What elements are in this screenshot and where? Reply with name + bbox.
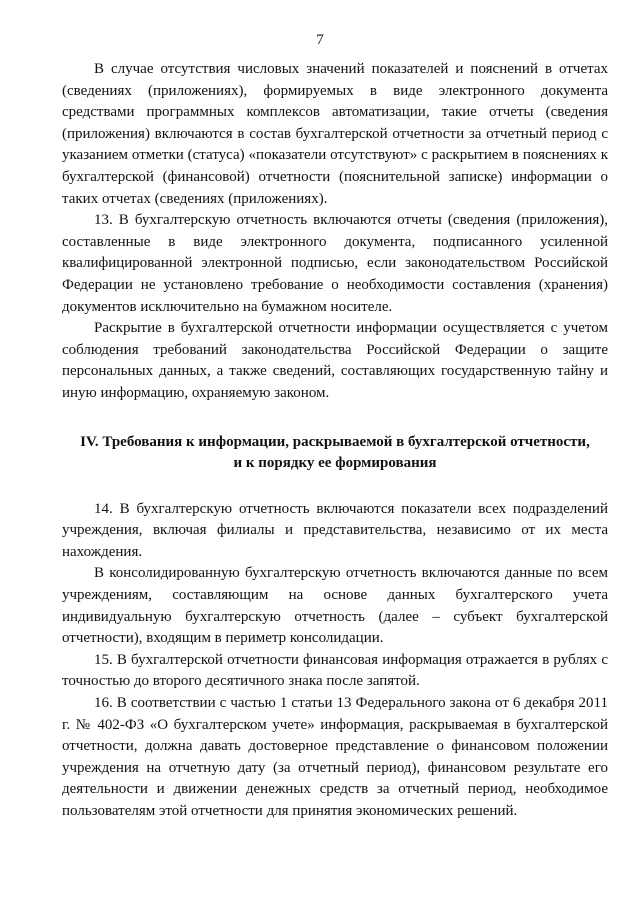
section-heading-line-1: IV. Требования к информации, раскрываемой в бухгалтерской отчетности,	[80, 433, 590, 450]
document-body	[62, 59, 608, 823]
page-number: 7	[316, 32, 324, 48]
paragraph-16: 16. В соответствии с частью 1 статьи 13 Федерального закона от 6 декабря 2011 г. № 402-ФЗ «О бухгалтерском учете» информация, раскрываемая в бухгалтерской отчетности, должна давать достоверное представление о финансовом положении учреждения на отчетную дату (за отчетный период), финансовом результате его деятельности и движении денежных средств за отчетный период, необходимое пользователям этой отчетности для принятия экономических решений.	[62, 695, 608, 819]
paragraph-consolidated: В консолидированную бухгалтерскую отчетность включаются данные по всем учреждениям, составляющим на основе данных бухгалтерского учета индивидуальную бухгалтерскую отчетность (далее – субъект бухгалтерской отчетности), входящим в периметр консолидации.	[62, 565, 608, 647]
paragraph-15: 15. В бухгалтерской отчетности финансовая информация отражается в рублях с точностью до второго десятичного знака после запятой.	[62, 651, 608, 690]
paragraph-13: 13. В бухгалтерскую отчетность включаются отчеты (сведения (приложения), составленные в виде электронного документа, подписанного усиленной квалифицированной электронной подписью, если законодательством Российской Федерации не установлено требование о необходимости составления (хранения) документов исключительно на бумажном носителе.	[62, 212, 608, 315]
section-heading-line-2: и к порядку ее формирования	[233, 455, 437, 472]
paragraph-14: 14. В бухгалтерскую отчетность включаются показатели всех подразделений учреждения, включая филиалы и представительства, независимо от их места нахождения.	[62, 500, 608, 560]
paragraph-no-values: В случае отсутствия числовых значений показателей и пояснений в отчетах (сведениях (приложениях), формируемых в виде электронного документа средствами программных комплексов автоматизации, такие отчеты (сведения (приложения) включаются в состав бухгалтерской отчетности за отчетный период с указанием отметки (статуса) «показатели отсутствуют» с раскрытием в пояснениях к бухгалтерской (финансовой) отчетности (пояснительной записке) информации о таких отчетах (сведениях (приложениях).	[62, 61, 608, 207]
paragraph-disclosure: Раскрытие в бухгалтерской отчетности информации осуществляется с учетом соблюдения требований законодательства Российской Федерации о защите персональных данных, а также сведений, составляющих государственную тайну и иную информацию, охраняемую законом.	[62, 320, 608, 401]
section-heading	[62, 432, 608, 475]
